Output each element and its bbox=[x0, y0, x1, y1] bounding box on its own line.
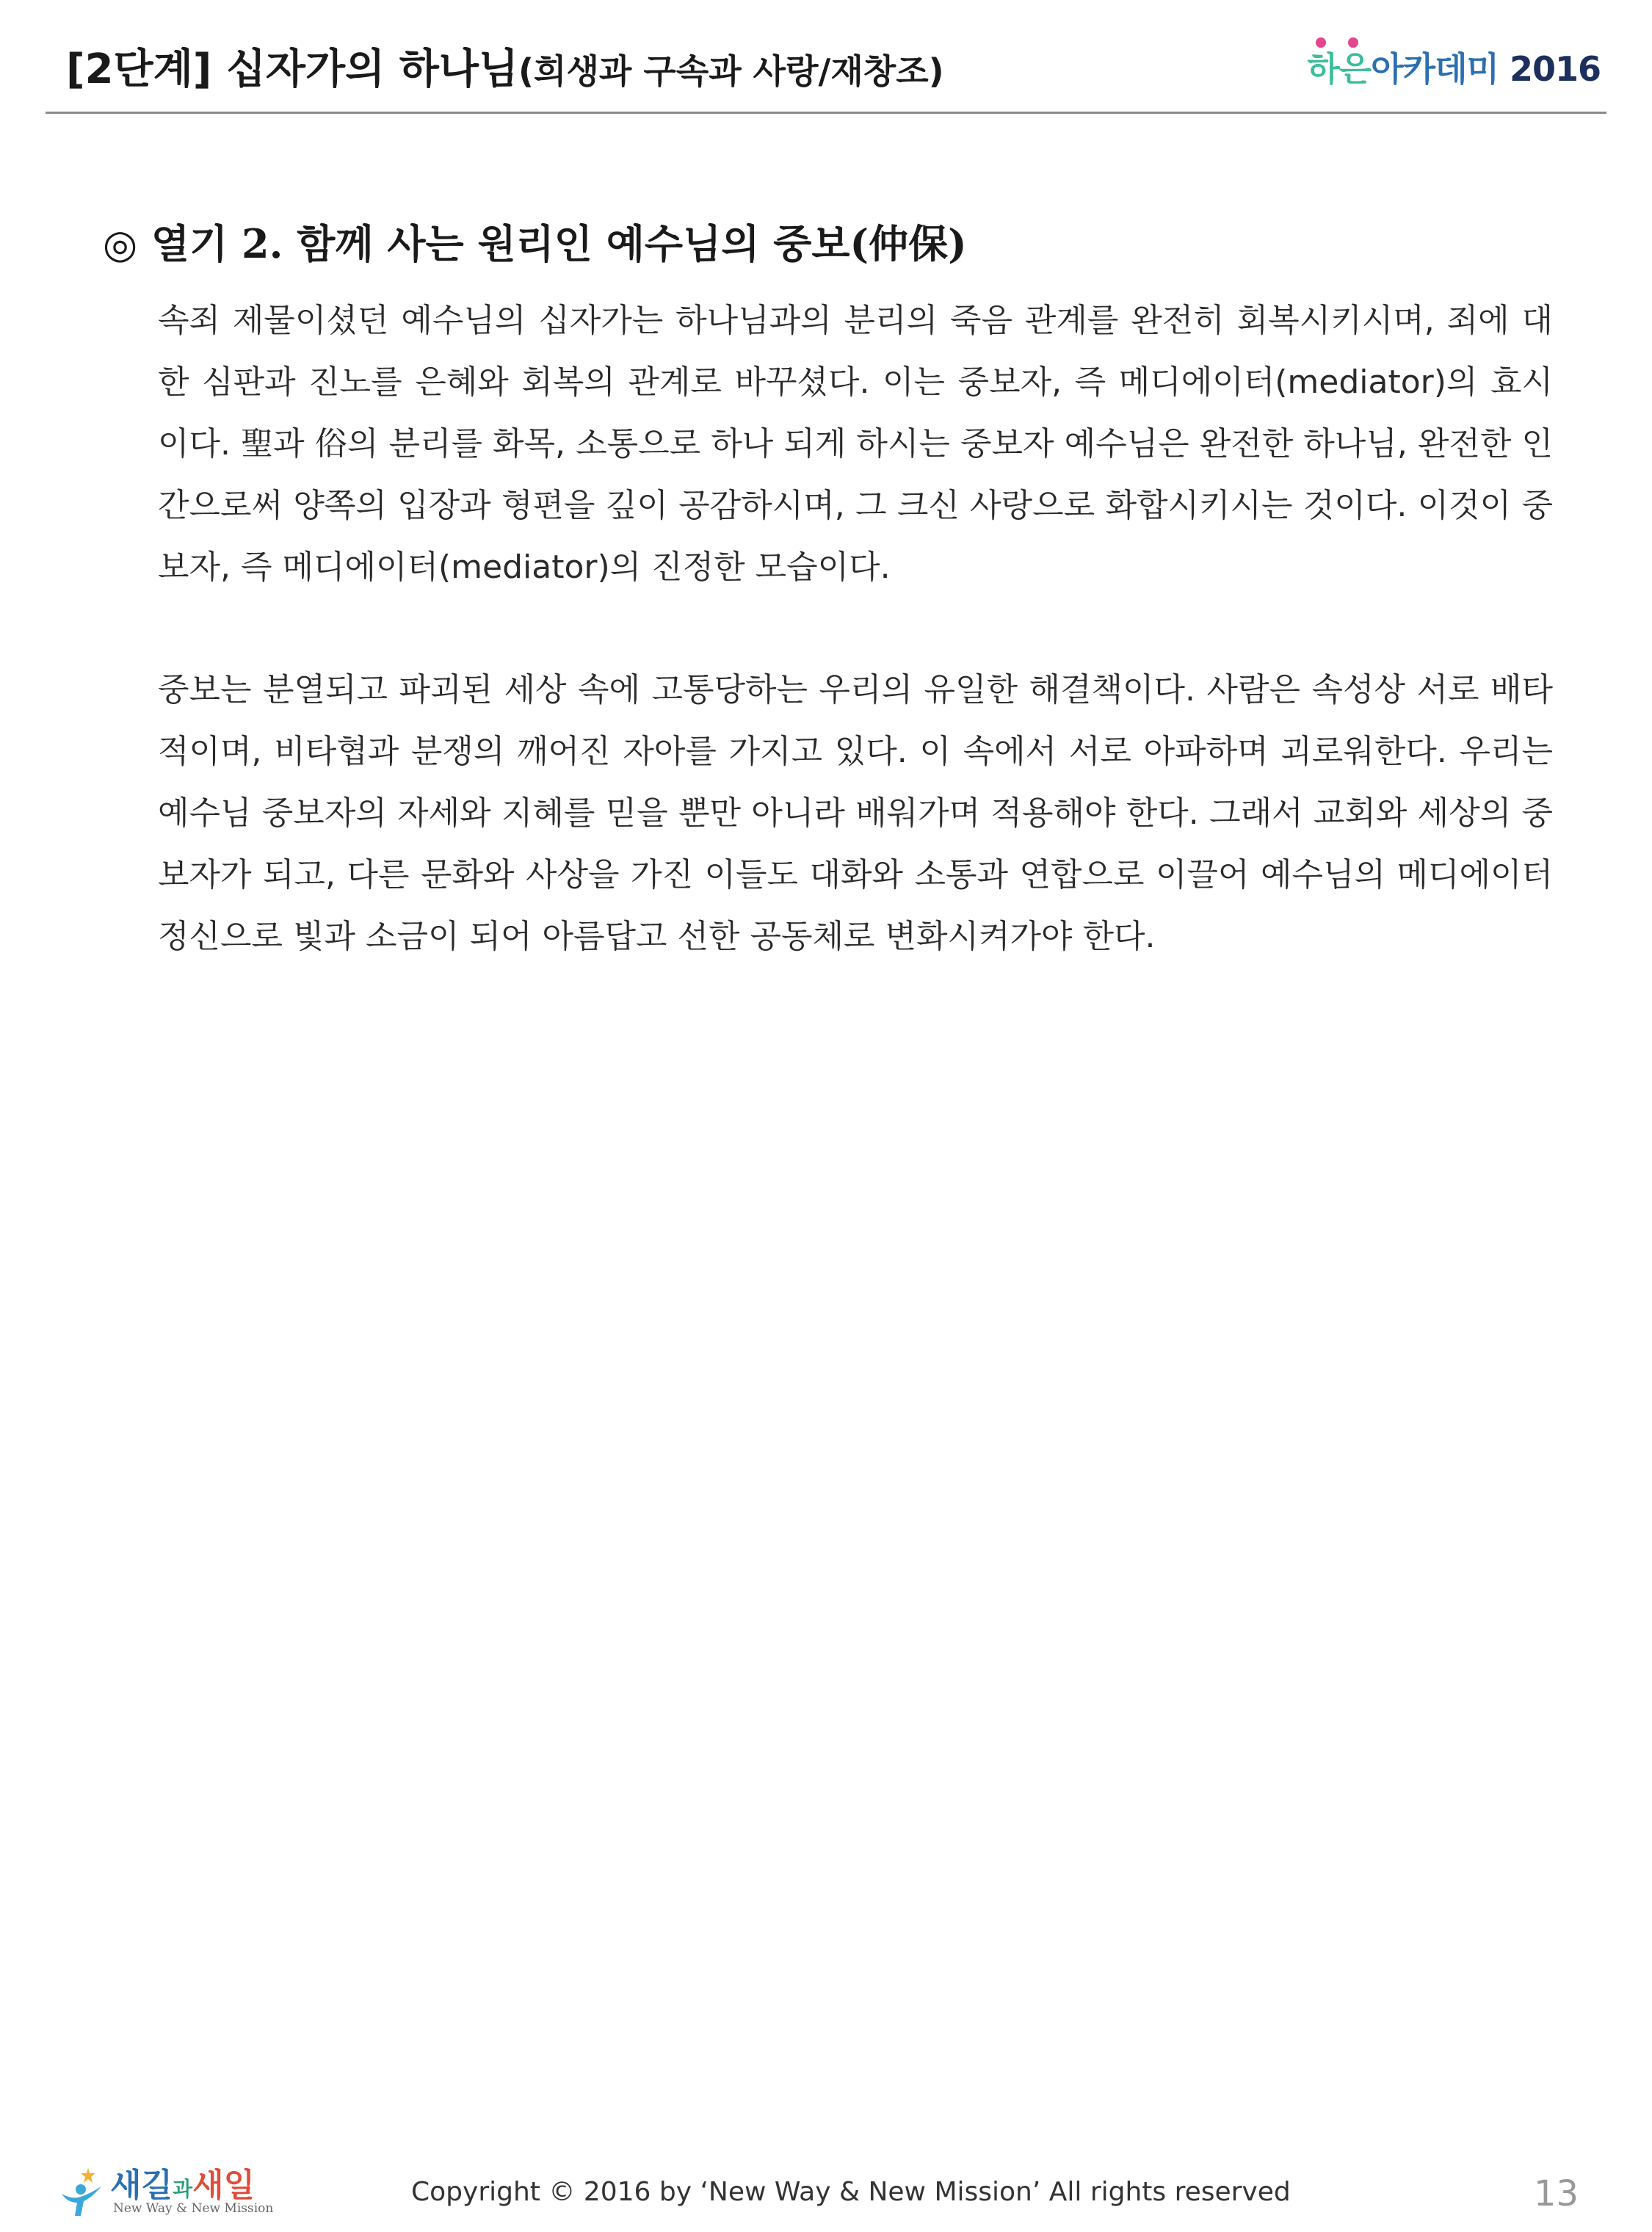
logo-tagline: New Way & New Mission bbox=[113, 2201, 274, 2216]
page-header bbox=[66, 29, 1601, 93]
brand-name-part2: 아카데미 bbox=[1371, 49, 1499, 89]
brand-dot-icon bbox=[1316, 37, 1326, 48]
brand-logo bbox=[1307, 43, 1601, 91]
copyright-notice: Copyright © 2016 by ‘New Way & New Mission’ All rights reserved bbox=[411, 2177, 1291, 2207]
page-number: 13 bbox=[1533, 2173, 1579, 2214]
header-title-subtitle: (희생과 구속과 사랑/재창조) bbox=[518, 51, 944, 91]
brand-dot-icon bbox=[1348, 37, 1358, 48]
footer-logo bbox=[59, 2159, 274, 2232]
body-paragraph-2: 중보는 분열되고 파괴된 세상 속에 고통당하는 우리의 유일한 해결책이다. 사람은 속성상 서로 배타적이며, 비타협과 분쟁의 깨어진 자아를 가지고 있다. 이 속에서 서로 아파하며 괴로워한다. 우리는 예수님 중보자의 자세와 지혜를 믿을 뿐만 아니라 배워가며 적용해야 한다. 그래서 교회와 세상의 중보자가 되고, 다른 문화와 사상을 가진 이들도 대화와 소통과 연합으로 이끌어 예수님의 메디에이터 정신으로 빛과 소금이 되어 아름답고 선한 공동체로 변화시켜가야 한다. bbox=[158, 671, 1553, 955]
body-paragraph-1: 속죄 제물이셨던 예수님의 십자가는 하나님과의 분리의 죽음 관계를 완전히 회복시키시며, 죄에 대한 심판과 진노를 은혜와 회복의 관계로 바꾸셨다. 이는 중보자, 즉 메디에이터(mediator)의 효시이다. 聖과 俗의 분리를 화목, 소통으로 하나 되게 하시는 중보자 예수님은 완전한 하나님, 완전한 인간으로써 양쪽의 입장과 형편을 깊이 공감하시며, 그 크신 사랑으로 화합시키시는 것이다. 이것이 중보자, 즉 메디에이터(mediator)의 진정한 모습이다. bbox=[158, 302, 1553, 586]
header-divider bbox=[46, 112, 1606, 114]
header-title bbox=[66, 37, 944, 95]
section-heading: ◎ 열기 2. 함께 사는 원리인 예수님의 중보(仲保) bbox=[103, 220, 967, 267]
header-title-main: [2단계] 십자가의 하나님 bbox=[66, 46, 519, 93]
brand-name-part1: 하은 bbox=[1307, 49, 1371, 89]
person-star-icon bbox=[59, 2164, 106, 2220]
brand-year: 2016 bbox=[1509, 49, 1601, 89]
logo-name: 새길과새일 bbox=[110, 2167, 256, 2204]
